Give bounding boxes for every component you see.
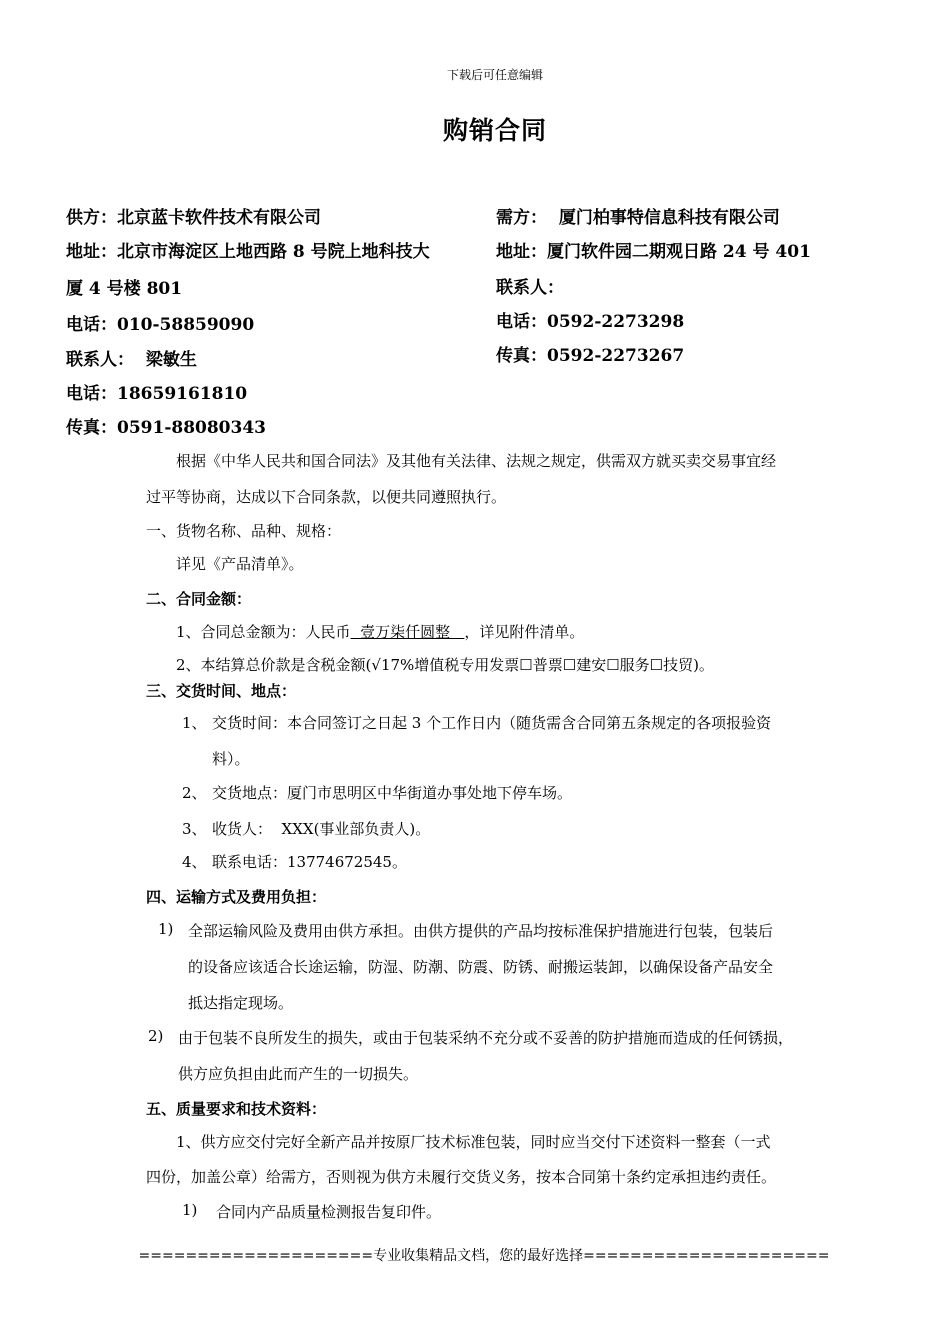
- footer-banner: ====================专业收集精品文档，您的最好选择=====================: [138, 1248, 830, 1264]
- supplier-mobile: 电话：18659161810: [66, 384, 248, 404]
- section4-item1-line1: 全部运输风险及费用由供方承担。由供方提供的产品均按标准保护措施进行包装，包装后: [188, 922, 774, 940]
- section4-heading: 四、运输方式及费用负担：: [146, 888, 327, 906]
- supplier-address-line1: 地址：北京市海淀区上地西路 8 号院上地科技大: [66, 242, 430, 262]
- section3-item2: 交货地点：厦门市思明区中华街道办事处地下停车场。: [212, 784, 573, 802]
- intro-line-1: 根据《中华人民共和国合同法》及其他有关法律、法规之规定，供需双方就买卖交易事宜经: [176, 452, 777, 470]
- section5-heading: 五、质量要求和技术资料：: [146, 1100, 327, 1118]
- section4-item1-line3: 抵达指定现场。: [188, 994, 294, 1012]
- section5-sub1: 合同内产品质量检测报告复印件。: [216, 1203, 442, 1221]
- section5-item1-line2: 四份，加盖公章）给需方，否则视为供方未履行交货义务，按本合同第十条约定承担违约责任。: [146, 1168, 777, 1186]
- section4-item2-line1: 由于包装不良所发生的损失，或由于包装采纳不充分或不妥善的防护措施而造成的任何锈损，: [178, 1029, 794, 1047]
- section3-heading: 三、交货时间、地点：: [146, 682, 297, 700]
- header-note: 下载后可任意编辑: [446, 68, 543, 82]
- supplier-phone: 电话：010-58859090: [66, 315, 255, 335]
- intro-line-2: 过平等协商，达成以下合同条款，以便共同遵照执行。: [146, 488, 507, 506]
- section3-item4-number: 4、: [182, 853, 207, 871]
- supplier-contact: 联系人： 梁敏生: [66, 350, 197, 370]
- buyer-name: 需方： 厦门柏事特信息科技有限公司: [496, 208, 780, 228]
- section3-item4: 联系电话：13774672545。: [212, 853, 407, 871]
- section4-item2-number: 2): [148, 1027, 164, 1045]
- supplier-name: 供方：北京蓝卡软件技术有限公司: [66, 208, 321, 228]
- section3-item2-number: 2、: [182, 784, 207, 802]
- supplier-address-line2: 厦 4 号楼 801: [66, 279, 183, 299]
- section3-item3: 收货人： XXX(事业部负责人)。: [212, 820, 431, 838]
- section4-item1-number: 1): [158, 920, 174, 938]
- document-title: 购销合同: [442, 116, 547, 145]
- buyer-fax: 传真：0592-2273267: [496, 346, 685, 366]
- section4-item2-line2: 供方应负担由此而产生的一切损失。: [178, 1065, 419, 1083]
- buyer-phone: 电话：0592-2273298: [496, 312, 685, 332]
- supplier-fax: 传真：0591-88080343: [66, 418, 266, 438]
- section3-item1-line1: 交货时间：本合同签订之日起 3 个工作日内（随货需含合同第五条规定的各项报验资: [212, 714, 772, 732]
- section1-content: 详见《产品清单》。: [176, 555, 304, 573]
- buyer-address: 地址：厦门软件园二期观日路 24 号 401: [496, 242, 811, 262]
- section2-item2: 2、本结算总价款是含税金额(√17%增值税专用发票☐普票☐建安☐服务☐技贸)。: [176, 656, 714, 674]
- section2-heading: 二、合同金额：: [146, 590, 252, 608]
- section2-item1-suffix: ，详见附件清单。: [464, 623, 585, 641]
- section3-item1-line2: 料）。: [212, 750, 250, 768]
- section2-item1-prefix: 1、合同总金额为：人民币: [176, 623, 351, 641]
- contract-amount: 壹万柒仟圆整: [350, 623, 465, 641]
- section4-item1-line2: 的设备应该适合长途运输，防湿、防潮、防震、防锈、耐搬运装卸，以确保设备产品安全: [188, 958, 774, 976]
- section1-heading: 一、货物名称、品种、规格：: [146, 522, 342, 540]
- buyer-contact: 联系人：: [496, 278, 564, 298]
- section3-item1-number: 1、: [182, 714, 207, 732]
- section3-item3-number: 3、: [182, 820, 207, 838]
- section2-item1: [176, 621, 584, 642]
- section5-sub1-number: 1): [182, 1201, 198, 1219]
- section5-item1-line1: 1、供方应交付完好全新产品并按原厂技术标准包装，同时应当交付下述资料一整套（一式: [176, 1133, 771, 1151]
